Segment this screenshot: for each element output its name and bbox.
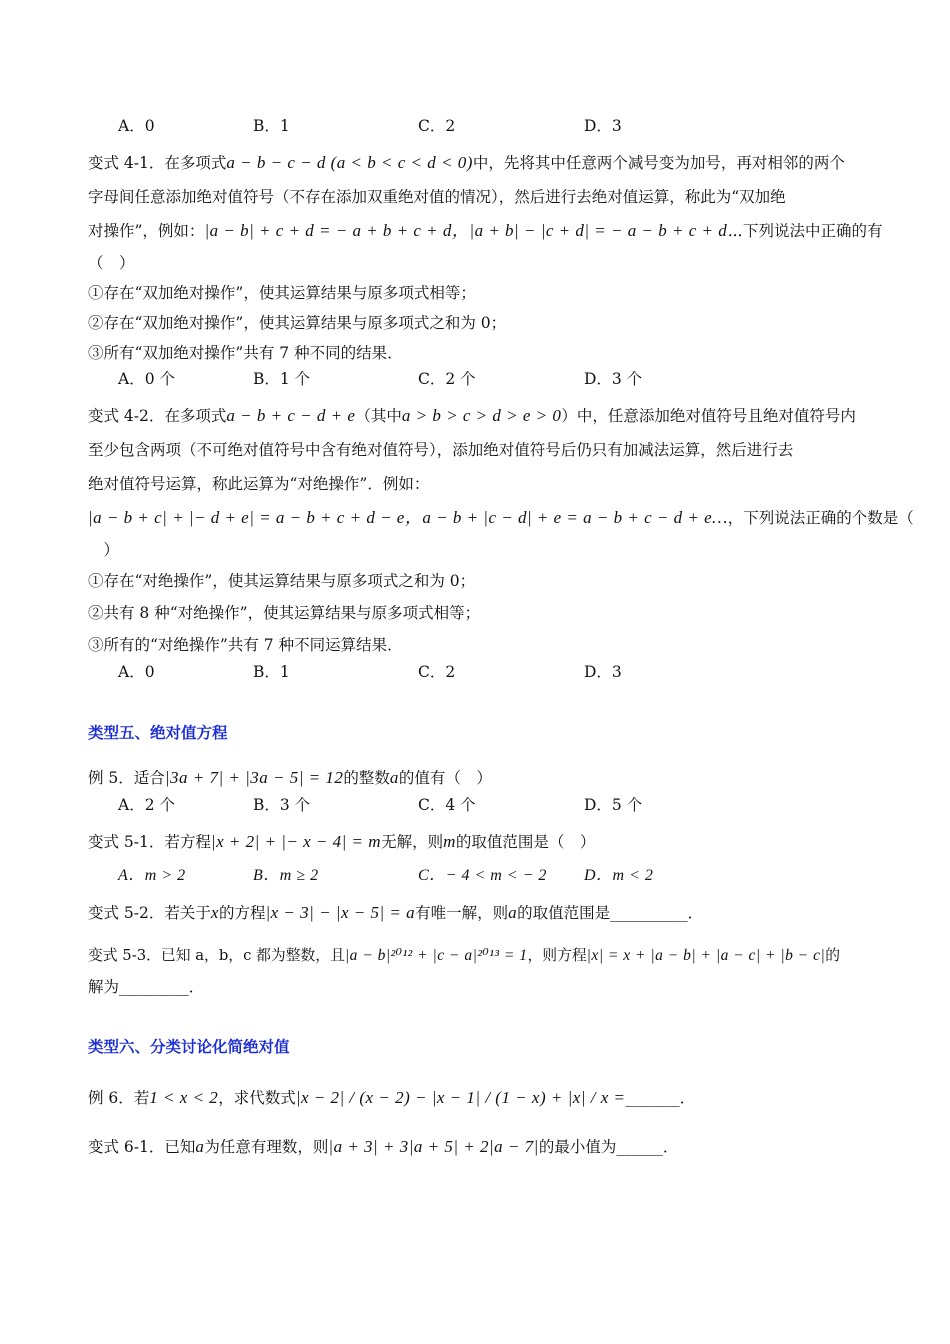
v52-suffix: 的取值范围是__________． [517, 904, 704, 922]
v42-math-1: a − b + c − d + e [226, 406, 356, 425]
v41-line-3-suffix: 下列说法中正确的有 [743, 222, 883, 240]
variant-4-1 [88, 146, 883, 390]
e5-math: |3a + 7| + |3a − 5| = 12 [164, 768, 344, 787]
option-d: D．3 个 [584, 370, 643, 388]
v53-line-2: 解为_________． [88, 978, 205, 996]
v61-mid: 为任意有理数，则 [204, 1138, 329, 1156]
variant-5-2 [88, 896, 878, 930]
option-b: B．1 个 [253, 370, 311, 388]
e5-options [88, 794, 878, 816]
example-6 [88, 1076, 878, 1120]
e6-prefix: 例 6．若 [88, 1089, 150, 1107]
variant-4-2 [88, 399, 914, 683]
v41-math-1: a − b − c − d (a < b < c < d < 0) [226, 153, 473, 172]
v52-math: |x − 3| − |x − 5| = a [265, 903, 416, 922]
option-a: A．2 个 [118, 796, 175, 814]
v41-suffix: 中，先将其中任意两个减号变为加号，再对相邻的两个 [472, 154, 845, 172]
option-a: A．0 [118, 117, 155, 135]
v52-var-2: a [508, 903, 518, 922]
e5-suffix: 的值有（ ） [398, 769, 492, 787]
v51-prefix: 变式 5-1．若方程 [88, 833, 211, 851]
variant-5-1 [88, 825, 878, 887]
v42-mid: （其中 [355, 407, 402, 425]
option-b: B．1 [253, 117, 290, 135]
option-b: B．1 [253, 663, 290, 681]
option-c: C．2 个 [418, 370, 476, 388]
v41-statement-1: ①存在“双加绝对操作”，使其运算结果与原多项式相等； [88, 284, 476, 302]
example-5 [88, 762, 878, 816]
option-d: D．5 个 [584, 796, 643, 814]
v61-var: a [195, 1137, 205, 1156]
document-page [88, 108, 914, 1164]
previous-question-options [88, 115, 878, 137]
v42-math-2: a > b > c > d > e > 0 [401, 406, 562, 425]
e5-prefix: 例 5．适合 [88, 769, 165, 787]
v41-statement-3: ③所有“双加绝对操作”共有 7 种不同的结果． [88, 344, 403, 362]
option-c: C．2 [418, 663, 456, 681]
v41-options [88, 368, 878, 390]
option-c: C．2 [418, 117, 456, 135]
v51-suffix: 的取值范围是（ ） [455, 833, 596, 851]
v51-mid: 无解，则 [381, 833, 444, 851]
option-c: C．− 4 < m < − 2 [418, 867, 547, 884]
v42-options [88, 661, 878, 683]
v53-suffix: 的 [825, 947, 841, 964]
v42-prefix: 变式 4-2．在多项式 [88, 407, 227, 425]
v52-prefix: 变式 5-2．若关于 [88, 904, 211, 922]
option-d: D．3 [584, 663, 622, 681]
v61-prefix: 变式 6-1．已知 [88, 1138, 196, 1156]
v53-mid: ，则方程 [527, 947, 587, 964]
v42-line-3: 绝对值符号运算，称此运算为“对绝操作”．例如： [88, 475, 430, 493]
variant-6-1 [88, 1130, 878, 1164]
option-c: C．4 个 [418, 796, 476, 814]
v42-suffix: ）中，任意添加绝对值符号且绝对值符号内 [561, 407, 856, 425]
v42-answer-bracket: ） [88, 541, 120, 559]
v51-math: |x + 2| + |− x − 4| = m [210, 832, 382, 851]
option-d: D．3 [584, 117, 622, 135]
e5-var: a [389, 768, 399, 787]
v42-line-4-suffix: ，下列说法正确的个数是（ [727, 509, 914, 527]
option-a: A．m > 2 [118, 867, 186, 884]
v42-statement-1: ①存在“对绝操作”，使其运算结果与原多项式之和为 0； [88, 572, 476, 590]
v53-prefix: 变式 5-3．已知 a，b，c 都为整数，且 [88, 947, 345, 964]
v41-statement-2: ②存在“双加绝对操作”，使其运算结果与原多项式之和为 0； [88, 314, 507, 332]
option-d: D．m < 2 [584, 867, 654, 884]
v61-math: |a + 3| + 3|a + 5| + 2|a − 7| [328, 1137, 539, 1156]
v42-statement-2: ②共有 8 种“对绝操作”，使其运算结果与原多项式相等； [88, 604, 481, 622]
e5-mid: 的整数 [343, 769, 390, 787]
v52-mid-1: 的方程 [218, 904, 266, 922]
v41-line-3-prefix: 对操作”，例如： [88, 222, 205, 240]
v53-math-1: |a − b|²⁰¹² + |c − a|²⁰¹³ = 1 [344, 947, 528, 964]
v61-suffix: 的最小值为______． [538, 1138, 679, 1156]
section-heading-6: 类型六、分类讨论化简绝对值 [88, 1038, 290, 1056]
v51-var: m [443, 832, 456, 851]
v41-prefix: 变式 4-1．在多项式 [88, 154, 227, 172]
option-a: A．0 个 [118, 370, 175, 388]
e6-math-2: |x − 2| / (x − 2) − |x − 1| / (1 − x) + |x| / x = [295, 1088, 626, 1107]
v53-math-2: |x| = x + |a − b| + |a − c| + |b − c| [586, 947, 826, 964]
v41-answer-bracket: （ ） [88, 254, 135, 272]
option-b: B．3 个 [253, 796, 311, 814]
option-a: A．0 [118, 663, 155, 681]
v52-mid-2: 有唯一解，则 [415, 904, 509, 922]
v51-options [88, 865, 878, 887]
section-heading-5: 类型五、绝对值方程 [88, 724, 228, 742]
e6-math-1: 1 < x < 2 [149, 1088, 219, 1107]
variant-5-3 [88, 940, 878, 1002]
v42-math-3: |a − b + c| + |− d + e| = a − b + c + d − e，a − b + |c − d| + e = a − b + c − d + e… [88, 508, 728, 527]
v42-line-2: 至少包含两项（不可绝对值符号中含有绝对值符号），添加绝对值符号后仍只有加减法运算，然后进行去 [88, 441, 794, 459]
v42-statement-3: ③所有的“对绝操作”共有 7 种不同运算结果． [88, 636, 403, 654]
option-b: B．m ≥ 2 [253, 867, 319, 884]
v41-line-2: 字母间任意添加绝对值符号（不存在添加双重绝对值的情况），然后进行去绝对值运算，称此为“双加绝 [88, 188, 786, 206]
e6-suffix: _______． [625, 1089, 696, 1107]
v41-math-2: |a − b| + c + d = − a + b + c + d，|a + b| − |c + d| = − a − b + c + d⋯ [204, 221, 744, 240]
v52-var-1: x [210, 903, 219, 922]
e6-mid: ，求代数式 [218, 1089, 296, 1107]
